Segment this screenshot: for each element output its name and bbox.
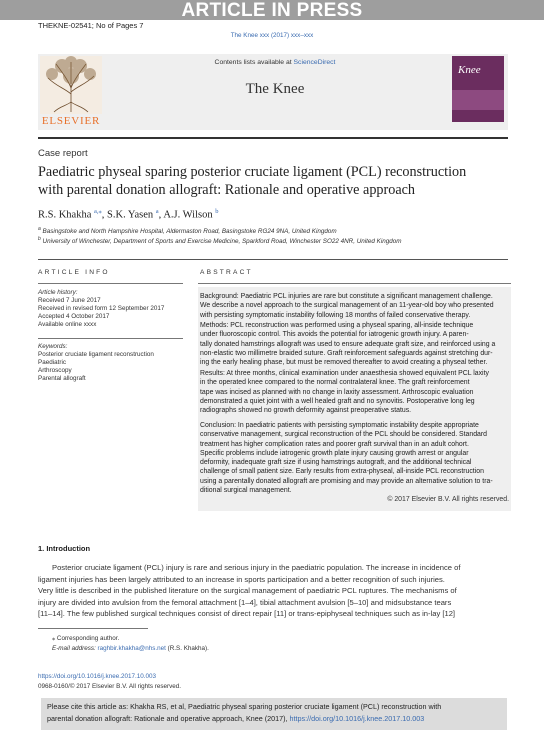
author-affiliation-marker[interactable]: a — [155, 208, 159, 215]
abstract-line: non-elastic two millimetre braided suture. Graft reinforcement safeguards against stretching dur- — [200, 349, 493, 357]
author-name[interactable]: R.S. Khakha — [38, 209, 92, 221]
introduction-heading: 1. Introduction — [38, 544, 91, 553]
publisher-name: ELSEVIER — [41, 115, 101, 127]
citation-text — [47, 701, 505, 724]
citation-line: Please cite this article as: Khakha RS, et al, Paediatric physeal sparing posterior cruciate ligament (PCL) reconstruction with — [47, 702, 442, 711]
abstract-line: conservative management, surgical reconstruction of the PCL should be considered. Standard — [200, 431, 488, 439]
abstract-line: ing the early healing phase, but must be removed thereafter to avoid creating a physeal tether. — [200, 359, 488, 367]
document-id: THEKNE-02541; No of Pages 7 — [38, 21, 144, 30]
abstract-line: under fluoroscopic control. This avoids the potential for iatrogenic growth injury. A paren- — [200, 331, 469, 339]
abstract-methods — [200, 321, 509, 367]
keyword: Paediatric — [38, 359, 67, 366]
abstract-line: ditional surgical management. — [200, 487, 292, 495]
history-line: Received in revised form 12 September 2017 — [38, 305, 165, 312]
contents-available — [110, 59, 440, 66]
header-rule — [38, 137, 508, 139]
affiliation-marker: a — [38, 226, 41, 232]
abstract-line: radiographs showed no growth deformity against preoperative status. — [200, 407, 412, 415]
abstract-conclusion — [200, 421, 509, 495]
author-affiliation-marker[interactable]: b — [215, 208, 219, 215]
sciencedirect-link[interactable]: ScienceDirect — [293, 59, 336, 66]
author-list: R.S. Khakha $^{a,⁎}$, S.K. Yasen $^a$, A.J. Wilson $^b$ — [38, 208, 219, 221]
keywords-label: Keywords: — [38, 343, 68, 350]
abstract-line: with persisting symptomatic instability following 18 months of failed conservative therapy. — [200, 311, 471, 319]
corresponding-author-note: ⁎ Corresponding author. — [52, 635, 120, 642]
abstract-line: tally donated hamstrings allograft was used to ensure adequate graft size, and reinforced using a — [200, 340, 496, 348]
abstract-results — [200, 369, 509, 415]
body-line: Posterior cruciate ligament (PCL) injury is rare and serious injury in the paediatric population. The increase in incidence of — [52, 563, 461, 572]
journal-title: The Knee — [245, 81, 305, 97]
email-label: E-mail address: — [52, 645, 98, 652]
keyword: Arthroscopy — [38, 367, 72, 374]
article-title — [38, 163, 513, 199]
abstract-line: treatment has higher complication rates and poorer graft survival than in an adult cohort. — [200, 440, 469, 448]
history-line: Available online xxxx — [38, 321, 97, 328]
journal-reference-link[interactable]: The Knee xxx (2017) xxx–xxx — [230, 32, 314, 39]
affiliation — [38, 236, 402, 245]
history-label: Article history: — [38, 289, 78, 296]
email-suffix: (R.S. Khakha). — [165, 645, 209, 652]
author-name[interactable]: S.K. Yasen — [107, 209, 154, 221]
history-line: Received 7 June 2017 — [38, 297, 101, 304]
abstract-line: Conclusion: In paediatric patients with persisting symptomatic instability despite appropriate — [200, 422, 479, 429]
abstract-line: challenge of small patient size. Early results from extra-physeal, all-inside PCL reconstruction — [200, 468, 484, 476]
footnote-rule — [38, 628, 148, 629]
abstract-rule — [198, 283, 511, 284]
email-link[interactable]: raghbir.khakha@nhs.net — [97, 645, 166, 652]
introduction-text — [38, 562, 510, 620]
article-type: Case report — [38, 148, 88, 159]
abstract-line: Methods: PCL reconstruction was performed using a physeal sparing, all-inside technique — [200, 322, 474, 329]
body-line: [11–14]. The few published surgical techniques consist of direct repair [11] or trans-epiphyseal techniques such as in-lay [12] — [38, 609, 456, 618]
title-line-2: with parental donation allograft: Rationale and operative approach — [38, 182, 416, 198]
abstract-line: tape was incised as planned with no change in laxity assessment. Arthroscopic evaluation — [200, 388, 474, 396]
keyword: Parental allograft — [38, 375, 86, 382]
abstract-background — [200, 292, 509, 320]
author-name[interactable]: A.J. Wilson — [163, 209, 213, 221]
citation-doi-link[interactable]: https://doi.org/10.1016/j.knee.2017.10.003 — [289, 713, 425, 723]
body-line: Very little is described in the published literature on the surgical management of paediatric PCL ruptures. The mechanisms of — [38, 586, 457, 595]
article-in-press-banner: ARTICLE IN PRESS — [0, 0, 544, 20]
body-line: ligament injuries has been largely attributed to an increase in sports participation and a better recognition of such injuries. — [38, 574, 445, 584]
cover-band — [452, 90, 504, 110]
keywords-rule — [38, 338, 183, 339]
abstract-line: in the operated knee compared to the normal contralateral knee. The graft reinforcement — [200, 379, 470, 387]
article-info-rule — [38, 283, 183, 284]
abstract-line: We describe a novel approach to the surgical management of an 11-year-old boy who presented — [200, 302, 494, 310]
abstract-line: demonstrated a quiet joint with a well healed graft and no synovitis. Postoperative long leg — [200, 397, 475, 405]
affiliation-text: Basingstoke and North Hampshire Hospital, Aldermaston Road, Basingstoke RG24 9NA, United Kingdom — [42, 228, 337, 236]
keyword: Posterior cruciate ligament reconstruction — [38, 351, 154, 358]
contents-prefix: Contents lists available at — [214, 59, 294, 66]
article-info-heading: ARTICLE INFO — [38, 269, 110, 276]
abstract-line: Specific problems include iatrogenic growth plate injury causing growth arrest or angular — [200, 449, 469, 457]
title-line-1: Paediatric physeal sparing posterior cruciate ligament (PCL) reconstruction — [38, 164, 467, 180]
journal-cover-thumbnail — [452, 56, 504, 122]
abstract-line: using a parentally donated allograft are promising and may provide an alternative solution to tra- — [200, 477, 493, 485]
abstract-copyright: © 2017 Elsevier B.V. All rights reserved. — [387, 496, 509, 503]
affiliation-marker: b — [38, 236, 41, 242]
citation-line: parental donation allograft: Rationale and operative approach, Knee (2017), — [47, 713, 290, 723]
elsevier-tree-logo-icon — [40, 56, 102, 114]
author-affiliation-marker[interactable]: a,⁎ — [94, 208, 102, 215]
affiliation-text: University of Winchester, Department of Sports and Exercise Medicine, Sparkford Road, Winchester SO22 4NR, United Kingdom — [42, 238, 402, 246]
body-line: injury are divided into avulsion from the femoral attachment [1–4], tibial attachment avulsion [5–10] and midsubstance tears — [38, 597, 452, 607]
doi-link[interactable]: https://doi.org/10.1016/j.knee.2017.10.003 — [38, 673, 156, 680]
abstract-line: Background: Paediatric PCL injuries are rare but constitute a significant management challenge. — [200, 293, 493, 300]
title-rule — [38, 259, 508, 260]
email-note — [52, 645, 209, 652]
abstract-line: deformity, inadequate graft size if using hamstrings autograft, and the additional technical — [200, 459, 472, 467]
issn-line: 0968-0160/© 2017 Elsevier B.V. All rights reserved. — [38, 683, 182, 690]
abstract-line: Results: At three months, clinical examination under anaesthesia showed equivalent PCL laxity — [200, 370, 489, 377]
history-line: Accepted 4 October 2017 — [38, 313, 110, 320]
cover-logo: Knee — [458, 64, 481, 76]
abstract-heading: ABSTRACT — [200, 269, 253, 276]
affiliation — [38, 226, 337, 235]
